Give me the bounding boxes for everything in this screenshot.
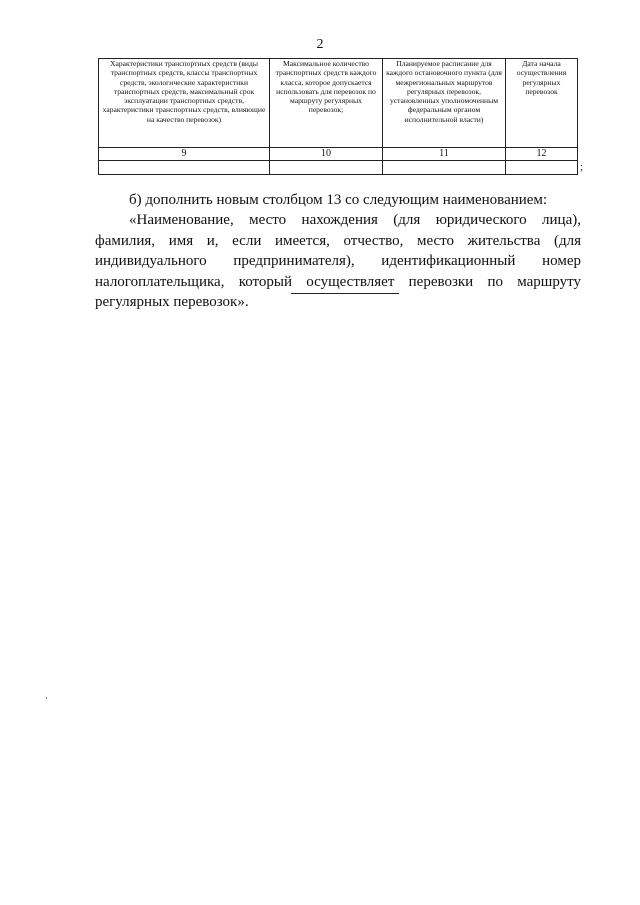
table-cell: [99, 161, 270, 175]
header-start-date: Дата начала осуществления регулярных перевозок: [506, 59, 578, 148]
column-number: 12: [506, 148, 578, 161]
table-empty-row: [99, 161, 578, 175]
header-max-vehicle-count: Максимальное количество транспортных средств каждого класса, которое допускается использовать для перевозок по маршруту регулярных перевозок;: [270, 59, 383, 148]
table-cell: [506, 161, 578, 175]
header-vehicle-characteristics: Характеристики транспортных средств (виды транспортных средств, классы транспортных средств, экологические характеристики транспортных средств, максимальный срок эксплуатации транспортных средств, характеристики транспортных средств, влияющие на качество перевозок): [99, 59, 270, 148]
table-cell: [270, 161, 383, 175]
page-number: 2: [316, 37, 324, 52]
table-header-row: [99, 59, 578, 148]
scan-speck: [46, 697, 47, 699]
column-number: 10: [270, 148, 383, 161]
closing-divider: [291, 293, 399, 294]
column-number: 11: [383, 148, 506, 161]
paragraph-b: б) дополнить новым столбцом 13 со следующим наименованием:: [129, 192, 548, 208]
table-column-number-row: [99, 148, 578, 161]
header-planned-schedule: Планируемое расписание для каждого остановочного пункта (для межрегиональных маршрутов регулярных перевозок, установленных уполномоченным федеральным органом исполнительной власти): [383, 59, 506, 148]
table-trailing-semicolon: ;: [580, 161, 584, 173]
paragraph-new-column-name: «Наименование, место нахождения (для юридического лица), фамилия, имя и, если имеется, отчество, место жительства (для индивидуального предпринимателя), идентификационный номер налогоплательщика, который осуществляет перевозки по маршруту регулярных перевозок».: [95, 212, 581, 310]
column-number: 9: [99, 148, 270, 161]
route-register-table: [98, 58, 578, 175]
table-cell: [383, 161, 506, 175]
